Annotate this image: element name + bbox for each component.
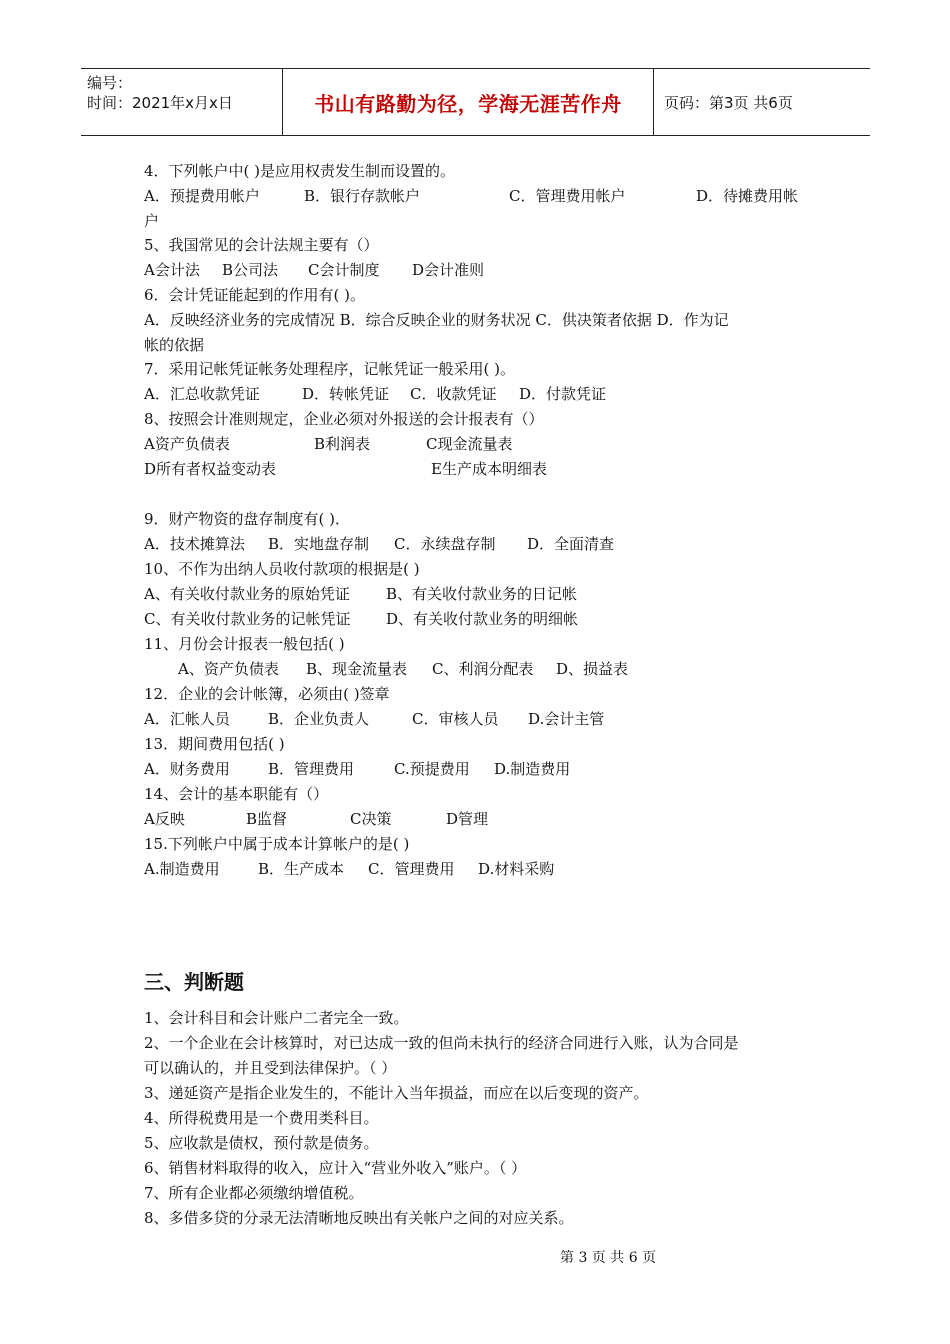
question-14: 14、会计的基本职能有（） [144,785,329,803]
option: B监督 [246,810,288,828]
option: D．全面清查 [527,535,615,553]
header-page-info: 页码：第3页 共6页 [664,93,793,112]
option: B．管理费用 [268,760,355,778]
judgment-item: 可以确认的，并且受到法律保护。（ ） [144,1059,397,1077]
option: B、有关收付款业务的日记帐 [386,585,578,603]
option: A.制造费用 [144,860,220,878]
option: A会计法 [144,261,200,279]
option: D.制造费用 [494,760,571,778]
judgment-item: 8、多借多贷的分录无法清晰地反映出有关帐户之间的对应关系。 [144,1209,574,1227]
question-15: 15.下列帐户中属于成本计算帐户的是( ) [144,835,410,853]
option: D.材料采购 [478,860,555,878]
option: D、损益表 [556,660,629,678]
option: D．转帐凭证 [302,385,390,403]
option: C决策 [350,810,392,828]
option: C、有关收付款业务的记帐凭证 [144,610,351,628]
option: A、资产负债表 [178,660,279,678]
question-10: 10、不作为出纳人员收付款项的根据是( ) [144,560,420,578]
option: B公司法 [222,261,279,279]
option: C现金流量表 [426,435,513,453]
option: A．预提费用帐户 [144,187,260,205]
option: C．审核人员 [412,710,499,728]
judgment-item: 2、一个企业在会计核算时，对已达成一致的但尚未执行的经济合同进行入账，认为合同是 [144,1034,739,1052]
question-4-wrap: 户 [144,212,160,230]
option: C．收款凭证 [410,385,497,403]
question-7: 7．采用记帐凭证帐务处理程序，记帐凭证一般采用( )。 [144,360,516,378]
question-4: 4．下列帐户中( )是应用权责发生制而设置的。 [144,162,456,180]
option: D．待摊费用帐 [696,187,799,205]
option: B．生产成本 [258,860,345,878]
header-motto: 书山有路勤为径，学海无涯苦作舟 [283,69,654,135]
header-meta [81,69,283,135]
question-5: 5、我国常见的会计法规主要有（） [144,236,379,254]
option: A．财务费用 [144,760,230,778]
page-header [81,68,870,136]
option: B利润表 [314,435,371,453]
judgment-item: 6、销售材料取得的收入，应计入“营业外收入”账户。（ ） [144,1159,527,1177]
option: D所有者权益变动表 [144,460,277,478]
option: C会计制度 [308,261,380,279]
document-date: 时间：2021年x月x日 [87,94,233,112]
option: A、有关收付款业务的原始凭证 [144,585,350,603]
option: C．管理费用帐户 [509,187,626,205]
question-8: 8、按照会计准则规定，企业必须对外报送的会计报表有（） [144,410,544,428]
option: E生产成本明细表 [431,460,547,478]
section-title: 三、判断题 [144,970,244,994]
document-number-label: 编号： [87,74,133,92]
option: B、现金流量表 [306,660,408,678]
option: A资产负债表 [144,435,230,453]
judgment-item: 7、所有企业都必须缴纳增值税。 [144,1184,364,1202]
question-13: 13．期间费用包括( ) [144,735,285,753]
option: A．汇总收款凭证 [144,385,260,403]
option: C．永续盘存制 [394,535,496,553]
option: A．技术摊算法 [144,535,245,553]
question-6-wrap: 帐的依据 [144,336,205,354]
option: C.预提费用 [394,760,470,778]
option: D管理 [446,810,489,828]
option: C．管理费用 [368,860,455,878]
judgment-item: 5、应收款是债权，预付款是债务。 [144,1134,379,1152]
option: A．汇帐人员 [144,710,230,728]
option: B．银行存款帐户 [304,187,421,205]
question-12: 12．企业的会计帐簿，必须由( )签章 [144,685,390,703]
question-11: 11、月份会计报表一般包括( ) [144,635,345,653]
option: D会计准则 [412,261,485,279]
option: D.会计主管 [528,710,605,728]
option: D．付款凭证 [519,385,607,403]
question-6-options: A．反映经济业务的完成情况 B．综合反映企业的财务状况 C．供决策者依据 D．作为记 [144,311,729,329]
question-9: 9．财产物资的盘存制度有( )． [144,510,351,528]
judgment-item: 3、递延资产是指企业发生的，不能计入当年损益，而应在以后变现的资产。 [144,1084,649,1102]
option: C、利润分配表 [432,660,534,678]
option: D、有关收付款业务的明细帐 [386,610,579,628]
judgment-item: 1、会计科目和会计账户二者完全一致。 [144,1009,409,1027]
option: A反映 [144,810,185,828]
option: B．实地盘存制 [268,535,370,553]
question-6: 6．会计凭证能起到的作用有( )。 [144,286,366,304]
option: B．企业负责人 [268,710,370,728]
page-footer: 第 3 页 共 6 页 [560,1250,657,1266]
judgment-item: 4、所得税费用是一个费用类科目。 [144,1109,379,1127]
